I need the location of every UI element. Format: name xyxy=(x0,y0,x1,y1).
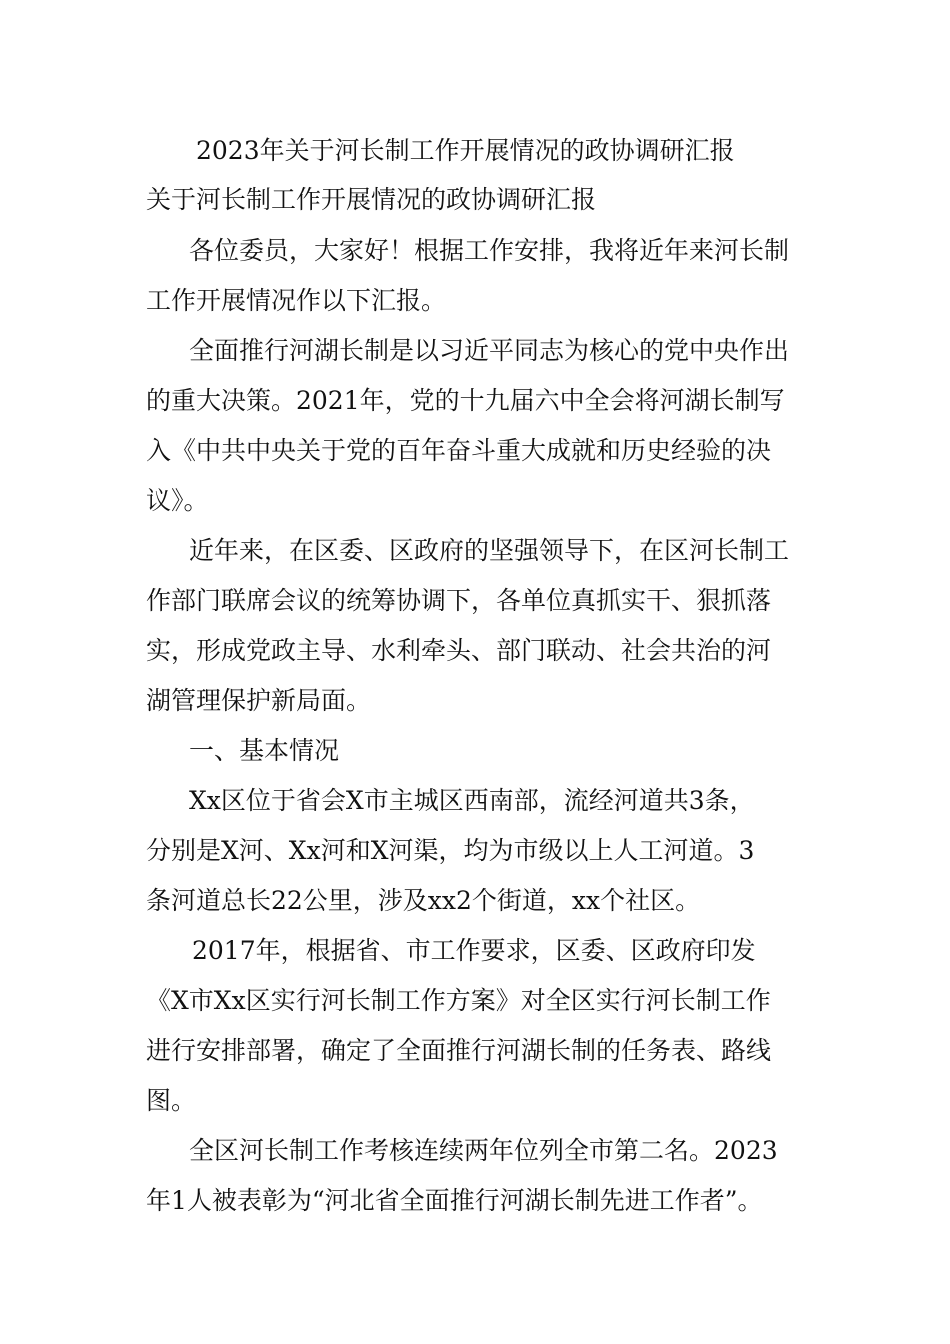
body-line: 全面推行河湖长制是以习近平同志为核心的党中央作出 xyxy=(189,336,790,365)
document-subtitle: 关于河长制工作开展情况的政协调研汇报 xyxy=(146,185,597,214)
body-line: 作部门联席会议的统筹协调下，各单位真抓实干、狠抓落 xyxy=(146,586,772,615)
body-line: 入《中共中央关于党的百年奋斗重大成就和历史经验的决 xyxy=(146,436,772,465)
body-line: 工作开展情况作以下汇报。 xyxy=(146,286,447,315)
body-line: 进行安排部署，确定了全面推行河湖长制的任务表、路线 xyxy=(146,1036,772,1065)
body-line: 近年来，在区委、区政府的坚强领导下，在区河长制工 xyxy=(189,536,790,565)
body-line: 的重大决策。2021年，党的十九届六中全会将河湖长制写 xyxy=(146,386,785,415)
body-line: Xx区位于省会X市主城区西南部，流经河道共3条， xyxy=(189,786,755,815)
body-line: 议》。 xyxy=(146,486,209,515)
body-line: 图。 xyxy=(146,1086,197,1115)
body-line: 《X市Xx区实行河长制工作方案》对全区实行河长制工作 xyxy=(146,986,771,1015)
body-line: 条河道总长22公里，涉及xx2个街道，xx个社区。 xyxy=(146,886,701,915)
body-line: 分别是X河、Xx河和X河渠，均为市级以上人工河道。3 xyxy=(146,836,755,865)
body-line: 2017年，根据省、市工作要求，区委、区政府印发 xyxy=(192,936,756,965)
body-line: 实，形成党政主导、水利牵头、部门联动、社会共治的河 xyxy=(146,636,772,665)
body-line: 年1人被表彰为“河北省全面推行河湖长制先进工作者”。 xyxy=(146,1186,763,1215)
body-line: 全区河长制工作考核连续两年位列全市第二名。2023 xyxy=(189,1136,778,1165)
document-title: 2023年关于河长制工作开展情况的政协调研汇报 xyxy=(196,136,735,165)
body-line: 湖管理保护新局面。 xyxy=(146,686,372,715)
body-line: 各位委员，大家好！根据工作安排，我将近年来河长制 xyxy=(189,236,790,265)
section-heading: 一、基本情况 xyxy=(189,736,340,765)
